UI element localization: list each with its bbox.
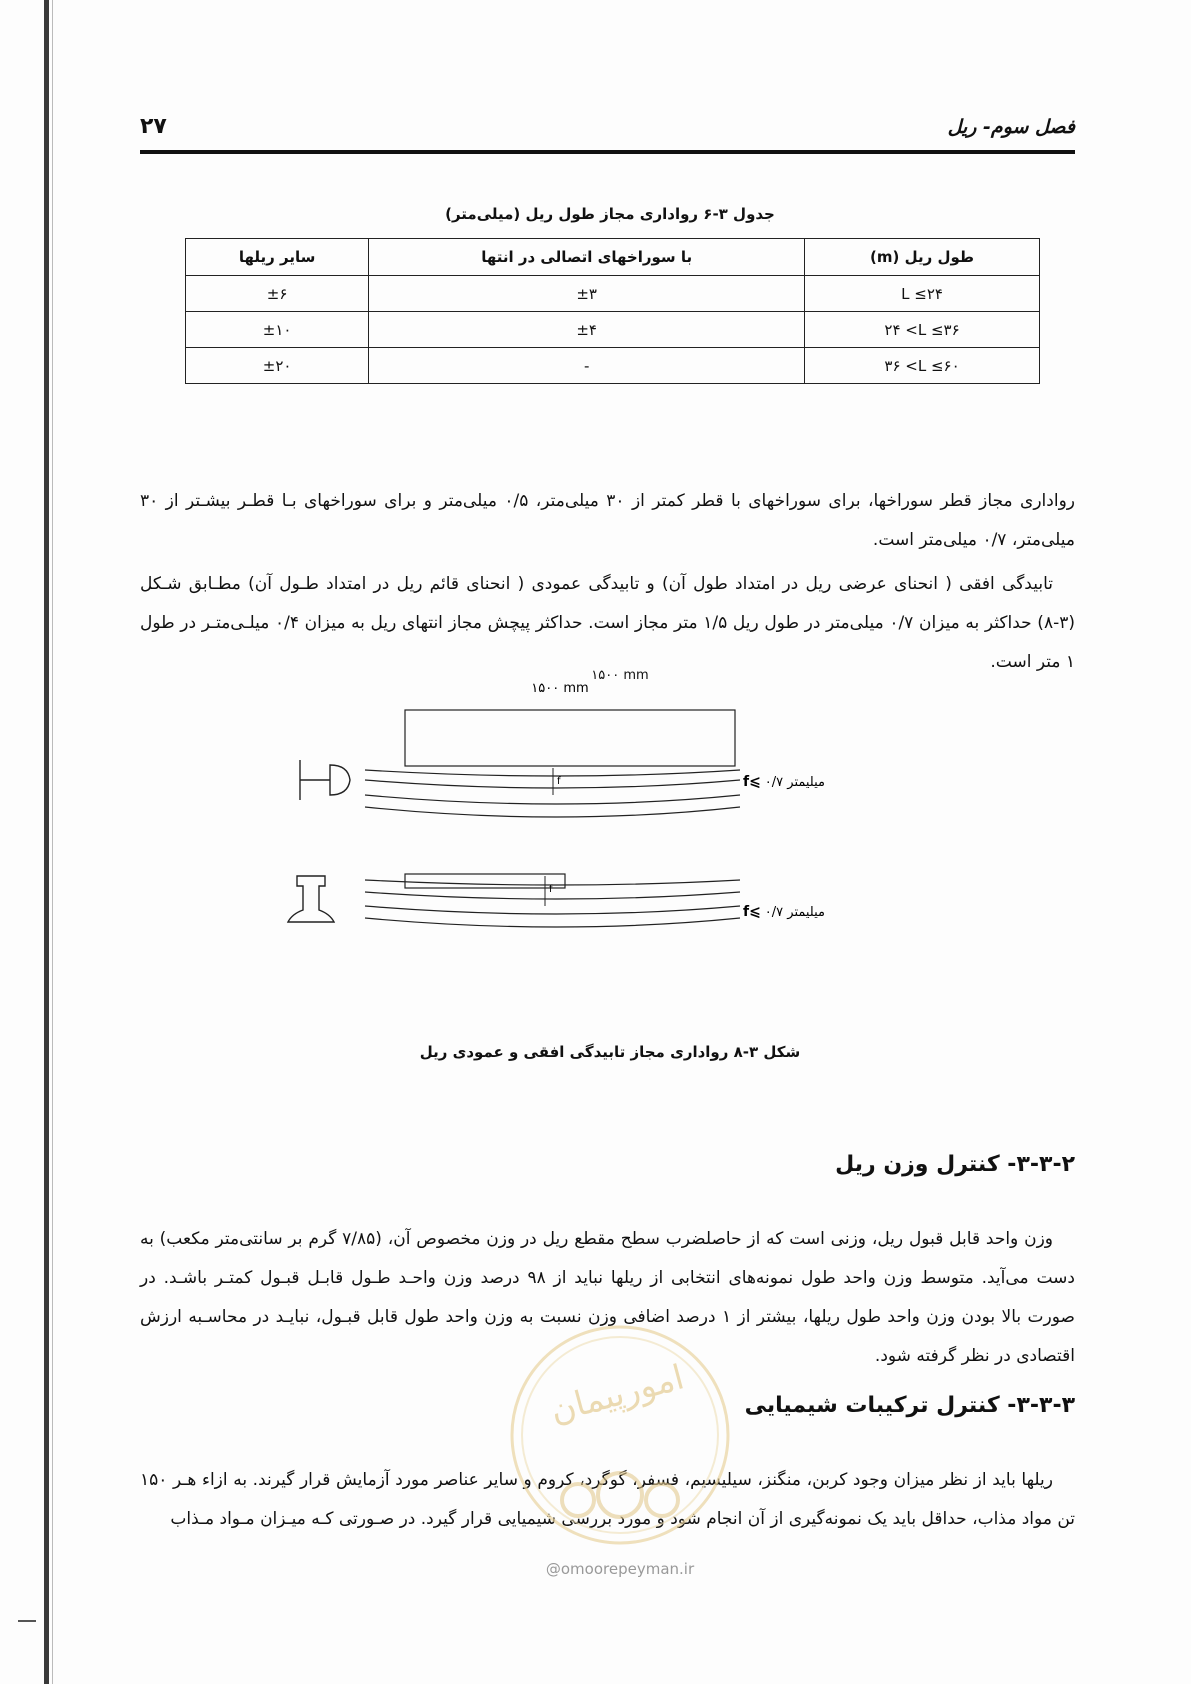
table-cell: ۳۶ <L ≤۶۰ bbox=[805, 348, 1040, 384]
table-cell: ±۳ bbox=[369, 276, 805, 312]
table-cell: L ≤۲۴ bbox=[805, 276, 1040, 312]
table-row bbox=[186, 348, 1040, 384]
page-header bbox=[140, 110, 1075, 152]
reference-straightedge bbox=[405, 874, 565, 888]
watermark-brand: امورپیمان bbox=[546, 1357, 689, 1432]
figure-dimension-text: ۱۵۰۰ mm bbox=[591, 668, 649, 683]
column-header: طول ریل (m) bbox=[805, 239, 1040, 276]
figure-caption: شکل ۳-۸ رواداری مجاز تابیدگی افقی و عمودی ریل bbox=[419, 1043, 801, 1061]
paragraph-weight-control: وزن واحد قابل قبول ریل، وزنی است که از حاصلضرب سطح مقطع ریل در وزن مخصوص آن، (۷/۸۵ گرم بر سانتی‌متر مکعب) به دست می‌آید. متوسط وزن واحد طول نمونه‌های انتخابی از ریلها نباید از ۹۸ درصد وزن واحـد طـول قابـل قبـول کمتـر باشـد. در صورت بالا بودن وزن واحد طول ریلها، بیشتر از ۱ درصد اضافی وزن نسبت به وزن واحد طول قابل قبـول، نبایـد در محاسـبه ارزش اقتصادی در نظر گرفته شود. bbox=[140, 1229, 1075, 1366]
table-cell: ۲۴ <L ≤۳۶ bbox=[805, 312, 1040, 348]
margin-tick bbox=[18, 1620, 36, 1622]
header-rule bbox=[140, 150, 1075, 154]
binding-edge-shadow bbox=[52, 0, 53, 1684]
tolerance-label-bottom: ۰/۷ میلیمتر bbox=[764, 905, 825, 920]
rail-line bbox=[365, 795, 740, 804]
column-header: سایر ریلها bbox=[186, 239, 369, 276]
table-cell: - bbox=[369, 348, 805, 384]
deflection-f-mark: f bbox=[557, 776, 561, 787]
f-label-bottom: f⩽ bbox=[743, 904, 761, 920]
section-heading-chemical: ۳-۳-۳- کنترل ترکیبات شیمیایی bbox=[744, 1393, 1075, 1418]
watermark-emblem-icon bbox=[500, 1310, 740, 1570]
chapter-title: فصل سوم- ریل bbox=[947, 116, 1075, 138]
rail-line bbox=[365, 807, 740, 817]
paragraph-chemical-control: ریلها باید از نظر میزان وجود کربن، منگنز، سیلیسیم، فسفر، گوگرد، کروم و سایر عناصر مورد آزمایش قرار گیرند. به ازاء هـر ۱۵۰ تن مواد مذاب، حداقل باید یک نمونه‌گیری از آن انجام شود و مورد بررسی شیمیایی قرار گیرد. در صـورتی کـه میـزان مـواد مـذاب bbox=[140, 1470, 1075, 1529]
rail-line bbox=[365, 906, 740, 914]
reference-straightedge bbox=[405, 710, 735, 766]
table-cell: ±۱۰ bbox=[186, 312, 369, 348]
column-header: با سوراخهای اتصالی در انتها bbox=[369, 239, 805, 276]
table-cell: ±۲۰ bbox=[186, 348, 369, 384]
rail-section-icon bbox=[300, 760, 350, 800]
table-caption: جدول ۳-۶ رواداری مجاز طول ریل (میلی‌متر) bbox=[445, 205, 775, 223]
paragraph-hole-tolerance: رواداری مجاز قطر سوراخها، برای سوراخهای با قطر کمتر از ۳۰ میلی‌متر، ۰/۵ میلی‌متر و برای سوراخهای بـا قطـر بیشـتر از ۳۰ میلی‌متر، ۰/۷ میلی‌متر است. bbox=[140, 491, 1075, 550]
tolerance-label-top: ۰/۷ میلیمتر bbox=[764, 775, 825, 790]
table-row bbox=[186, 276, 1040, 312]
rail-line bbox=[365, 918, 740, 927]
table-header-row bbox=[186, 239, 1040, 276]
watermark-logo bbox=[500, 1310, 740, 1570]
table-cell: ±۴ bbox=[369, 312, 805, 348]
rail-straightness-figure bbox=[320, 681, 940, 1010]
section-heading-weight: ۳-۳-۲- کنترل وزن ریل bbox=[835, 1152, 1075, 1177]
rail-length-tolerance-table bbox=[185, 238, 1040, 384]
rail-profile-icon bbox=[288, 876, 334, 922]
dimension-label: ۱۵۰۰ mm bbox=[531, 681, 589, 696]
table-cell: ±۶ bbox=[186, 276, 369, 312]
watermark-url: @omoorepeyman.ir bbox=[545, 1560, 695, 1578]
rail-straightness-diagram bbox=[320, 681, 940, 1010]
page-number: ۲۷ bbox=[140, 114, 167, 139]
f-label-top: f⩽ bbox=[743, 774, 761, 790]
binding-edge bbox=[44, 0, 49, 1684]
paragraph-straightness: تابیدگی افقی ( انحنای عرضی ریل در امتداد طول آن) و تابیدگی عمودی ( انحنای قائم ریل در امتداد طـول آن) مطـابق شـکل (۳-۸) حداکثر به میزان ۰/۷ میلی‌متر در طول ریل ۱/۵ متر مجاز است. حداکثر پیچش مجاز انتهای ریل به میزان ۰/۴ میلـی‌متـر در طول ۱ متر است. bbox=[140, 574, 1075, 672]
table-row bbox=[186, 312, 1040, 348]
deflection-f-mark: f bbox=[549, 884, 553, 895]
